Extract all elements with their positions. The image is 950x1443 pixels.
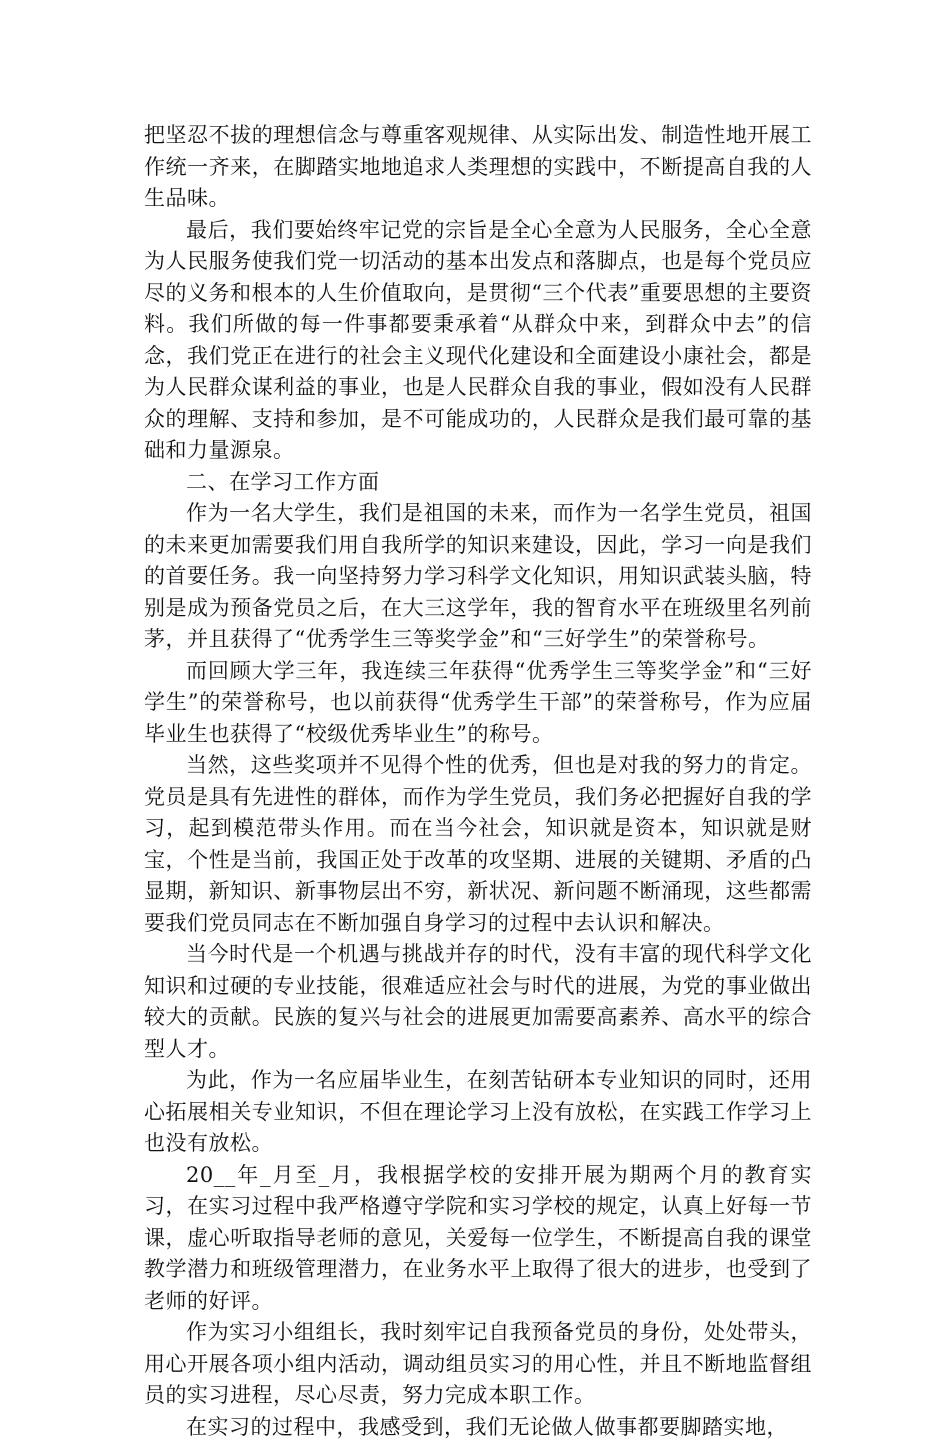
paragraph-continuation: 把坚忍不拔的理想信念与尊重客观规律、从实际出发、制造性地开展工作统一齐来，在脚踏实地地追求人类理想的实践中，不断提高自我的人生品味。 [144,120,812,215]
paragraph-era-challenges: 当今时代是一个机遇与挑战并存的时代，没有丰富的现代科学文化知识和过硬的专业技能，很难适应社会与时代的进展，为党的事业做出较大的贡献。民族的复兴与社会的进展更加需要高素养、高水平的综合型人才。 [144,939,812,1065]
paragraph-awards-review: 而回顾大学三年，我连续三年获得“优秀学生三等奖学金”和“三好学生”的荣誉称号，也以前获得“优秀学生干部”的荣誉称号，作为应届毕业生也获得了“校级优秀毕业生”的称号。 [144,656,812,751]
paragraph-party-purpose: 最后，我们要始终牢记党的宗旨是全心全意为人民服务，全心全意为人民服务使我们党一切活动的基本出发点和落脚点，也是每个党员应尽的义务和根本的人生价值取向，是贯彻“三个代表”重要思想的主要资料。我们所做的每一件事都要秉承着“从群众中来，到群众中去”的信念，我们党正在进行的社会主义现代化建设和全面建设小康社会，都是为人民群众谋利益的事业，也是人民群众自我的事业，假如没有人民群众的理解、支持和参加，是不可能成功的，人民群众是我们最可靠的基础和力量源泉。 [144,215,812,467]
paragraph-student-member: 作为一名大学生，我们是祖国的未来，而作为一名学生党员，祖国的未来更加需要我们用自我所学的知识来建设，因此，学习一向是我们的首要任务。我一向坚持努力学习科学文化知识，用知识武装头脑，特别是成为预备党员之后，在大三这学年，我的智育水平在班级里名列前茅，并且获得了“优秀学生三等奖学金”和“三好学生”的荣誉称号。 [144,498,812,656]
paragraph-teaching-internship: 20__年_月至_月，我根据学校的安排开展为期两个月的教育实习，在实习过程中我严格遵守学院和实习学校的规定，认真上好每一节课，虚心听取指导老师的意见，关爱每一位学生，不断提高自我的课堂教学潜力和班级管理潜力，在业务水平上取得了很大的进步，也受到了老师的好评。 [144,1160,812,1318]
paragraph-graduate-effort: 为此，作为一名应届毕业生，在刻苦钻研本专业知识的同时，还用心拓展相关专业知识，不但在理论学习上没有放松，在实践工作学习上也没有放松。 [144,1065,812,1160]
paragraph-group-leader: 作为实习小组组长，我时刻牢记自我预备党员的身份，处处带头，用心开展各项小组内活动，调动组员实习的用心性，并且不断地监督组员的实习进程，尽心尽责，努力完成本职工作。 [144,1317,812,1412]
paragraph-knowledge-capital: 当然，这些奖项并不见得个性的优秀，但也是对我的努力的肯定。党员是具有先进性的群体，而作为学生党员，我们务必把握好自我的学习，起到模范带头作用。而在当今社会，知识就是资本，知识就是财宝，个性是当前，我国正处于改革的攻坚期、进展的关键期、矛盾的凸显期，新知识、新事物层出不穷，新状况、新问题不断涌现，这些都需要我们党员同志在不断加强自身学习的过程中去认识和解决。 [144,750,812,939]
paragraph-internship-reflection: 在实习的过程中，我感受到，我们无论做人做事都要脚踏实地， [144,1412,812,1443]
section-heading-study-work: 二、在学习工作方面 [144,467,812,499]
document-body [144,120,812,1443]
